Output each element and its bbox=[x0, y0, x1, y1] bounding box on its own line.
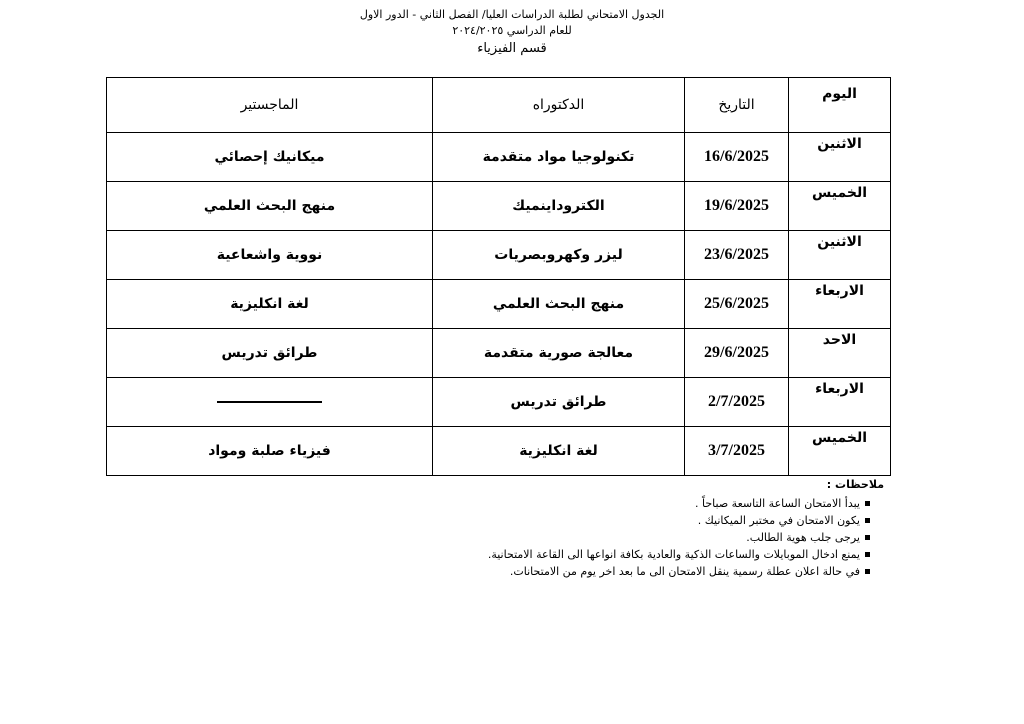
phd-cell: لغة انكليزية bbox=[433, 427, 685, 476]
phd-cell: الكتروداينميك bbox=[433, 182, 685, 231]
header-day: اليوم bbox=[789, 78, 891, 133]
table-row bbox=[107, 378, 891, 427]
masters-cell: منهج البحث العلمي bbox=[107, 182, 433, 231]
date-cell: 3/7/2025 bbox=[685, 427, 789, 476]
masters-cell: لغة انكليزية bbox=[107, 280, 433, 329]
list-item: يرجى جلب هوية الطالب. bbox=[284, 529, 870, 546]
date-cell: 19/6/2025 bbox=[685, 182, 789, 231]
date-cell: 16/6/2025 bbox=[685, 133, 789, 182]
table-row bbox=[107, 182, 891, 231]
table-header-row bbox=[107, 78, 891, 133]
date-cell: 29/6/2025 bbox=[685, 329, 789, 378]
day-cell: الاربعاء bbox=[789, 378, 891, 427]
notes-list bbox=[284, 495, 884, 580]
document-header bbox=[0, 7, 1024, 59]
day-cell: الاحد bbox=[789, 329, 891, 378]
list-item: يبدأ الامتحان الساعة التاسعة صباحاً . bbox=[284, 495, 870, 512]
date-cell: 25/6/2025 bbox=[685, 280, 789, 329]
table-row bbox=[107, 329, 891, 378]
day-cell: الاثنين bbox=[789, 133, 891, 182]
date-cell: 2/7/2025 bbox=[685, 378, 789, 427]
phd-cell: طرائق تدريس bbox=[433, 378, 685, 427]
masters-cell: طرائق تدريس bbox=[107, 329, 433, 378]
academic-year: للعام الدراسي ٢٠٢٤/٢٠٢٥ bbox=[452, 24, 572, 37]
notes-title: ملاحظات : bbox=[826, 478, 884, 491]
date-cell: 23/6/2025 bbox=[685, 231, 789, 280]
phd-cell: معالجة صورية متقدمة bbox=[433, 329, 685, 378]
day-cell: الخميس bbox=[789, 427, 891, 476]
day-cell: الخميس bbox=[789, 182, 891, 231]
header-phd: الدكتوراه bbox=[433, 78, 685, 133]
phd-cell: تكنولوجيا مواد متقدمة bbox=[433, 133, 685, 182]
header-date: التاريخ bbox=[685, 78, 789, 133]
notes-section bbox=[284, 478, 884, 580]
day-cell: الاثنين bbox=[789, 231, 891, 280]
department-name: قسم الفيزياء bbox=[477, 41, 547, 56]
phd-cell: ليزر وكهروبصريات bbox=[433, 231, 685, 280]
table-row bbox=[107, 427, 891, 476]
table-row bbox=[107, 280, 891, 329]
phd-cell: منهج البحث العلمي bbox=[433, 280, 685, 329]
list-item: يكون الامتحان في مختبر الميكانيك . bbox=[284, 512, 870, 529]
table-row bbox=[107, 231, 891, 280]
masters-cell: ميكانيك إحصائي bbox=[107, 133, 433, 182]
table-row bbox=[107, 133, 891, 182]
schedule-title: الجدول الامتحاني لطلبة الدراسات العليا/ الفصل الثاني - الدور الاول bbox=[359, 8, 665, 21]
list-item: في حالة اعلان عطلة رسمية ينقل الامتحان الى ما بعد اخر يوم من الامتحانات. bbox=[284, 563, 870, 580]
header-masters: الماجستير bbox=[107, 78, 433, 133]
exam-schedule-table bbox=[106, 77, 891, 476]
masters-cell: فيزياء صلبة ومواد bbox=[107, 427, 433, 476]
empty-dash-line bbox=[217, 401, 322, 403]
list-item: يمنع ادخال الموبايلات والساعات الذكية والعادية بكافة انواعها الى القاعة الامتحانية. bbox=[284, 546, 870, 563]
masters-cell: نووية واشعاعية bbox=[107, 231, 433, 280]
masters-cell-empty bbox=[107, 378, 433, 427]
day-cell: الاربعاء bbox=[789, 280, 891, 329]
